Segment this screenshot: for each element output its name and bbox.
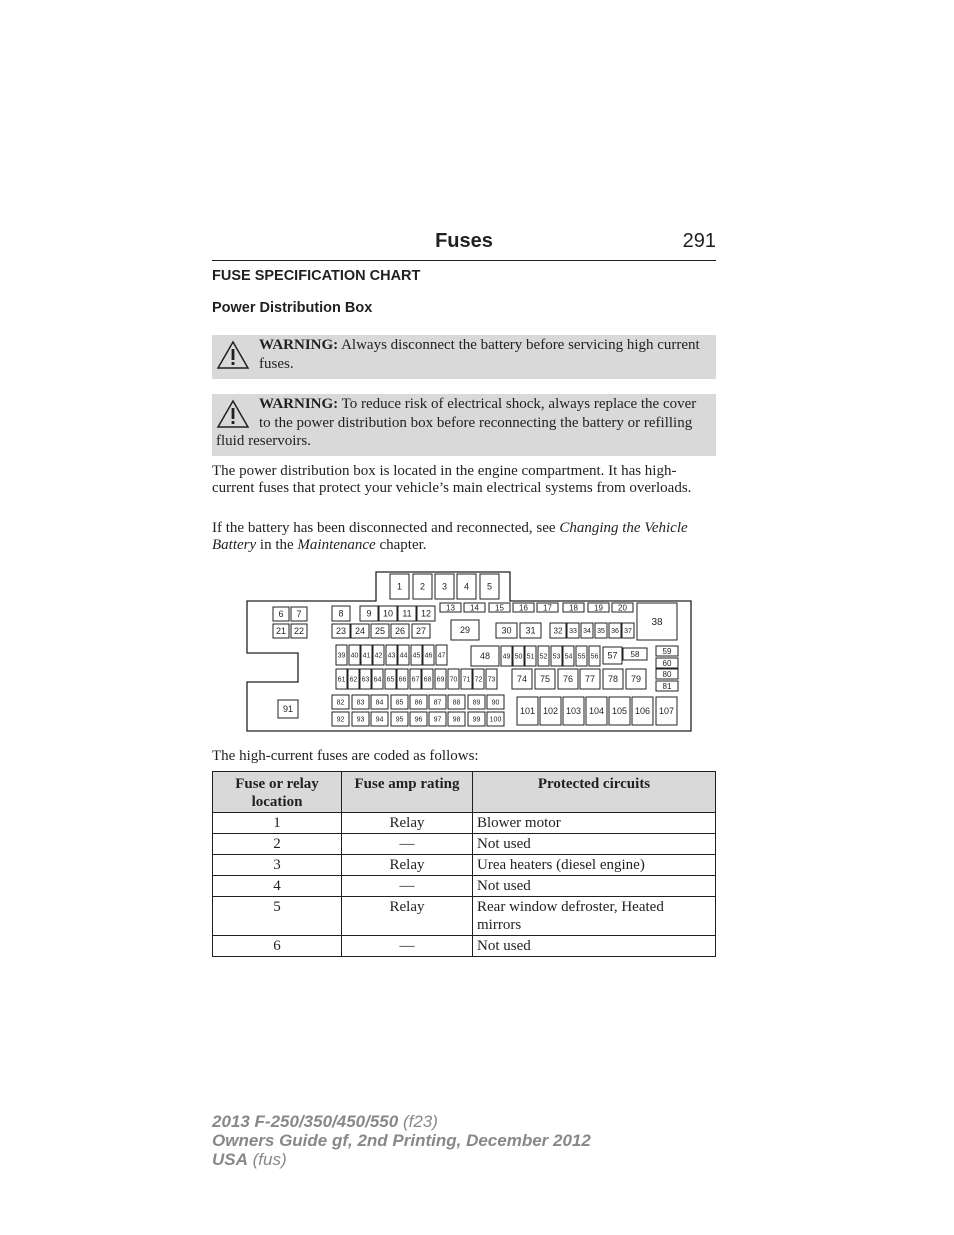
fuse-box [489,603,510,612]
fuse-box [563,646,574,666]
fuse-label: 88 [452,699,461,707]
fuse-label: 38 [651,617,663,629]
fuse-label: 4 [463,581,470,592]
fuse-box [360,606,378,621]
fuse-box [371,695,388,709]
fuse-box [348,669,359,689]
fuse-label: 5 [486,581,493,592]
fuse-label: 55 [577,653,586,661]
fuse-box [586,697,607,725]
column-header: Protected circuits [473,772,716,813]
fuse-label: 25 [374,626,386,637]
battery-paragraph: If the battery has been disconnected and reconnected, see Changing the Vehicle Battery in the Maintenance chapter. [212,520,688,553]
subheading: Power Distribution Box [212,300,373,316]
fuse-box [332,624,350,638]
fuse-box [411,645,422,665]
fuse-box [332,712,349,726]
fuse-box [391,712,408,726]
fuse-box [391,695,408,709]
fuse-label: 50 [514,653,523,661]
fuse-label: 106 [634,706,651,717]
fuse-label: 47 [437,652,446,660]
fuse-label: 92 [336,716,345,724]
fuse-box [550,623,566,638]
fuse-box [390,574,409,599]
fuse-label: 89 [472,699,481,707]
fuse-box [410,712,427,726]
fuse-label: 59 [662,646,672,656]
warning-box-1 [212,335,716,379]
fuse-spec-table [212,771,716,957]
warning-icon [216,340,250,370]
fuse-label: 16 [519,603,528,613]
fuse-box [468,695,485,709]
fuse-label: 98 [452,716,461,724]
fuse-label: 13 [446,603,455,613]
fuse-box [487,712,504,726]
fuse-box [513,646,524,666]
fuse-box [291,607,307,621]
table-header-row [213,772,716,813]
fuse-box [551,646,562,666]
fuse-box [398,645,409,665]
fuse-box [371,624,389,638]
fuse-label: 107 [658,706,675,717]
fuse-label: 66 [398,676,407,684]
fuse-label: 34 [583,628,591,636]
warning-label: WARNING: [259,337,339,353]
fuse-label: 53 [552,653,561,661]
fuse-box [496,623,517,638]
page-header [212,230,716,261]
fuse-box [563,697,584,725]
fuse-box [656,697,677,725]
fuse-label: 68 [423,676,432,684]
fuse-label: 72 [474,676,483,684]
fuse-label: 17 [543,603,552,613]
fuse-box [567,623,579,638]
fuse-label: 97 [433,716,442,724]
location-paragraph: The power distribution box is located in the engine compartment. It has high-current fuses that protect your vehicle’s main electrical systems from overloads. [212,463,692,496]
page-footer: 2013 F-250/350/450/550 (f23) Owners Guide gf, 2nd Printing, December 2012 USA (fus) [212,1112,591,1169]
fuse-box [273,624,289,638]
fuse-label: 31 [525,625,536,636]
table-row: 4 — Not used [213,876,716,897]
fuse-box [417,606,435,621]
table-row: 1 Relay Blower motor [213,813,716,834]
fuse-box [278,700,298,718]
fuse-box [581,623,593,638]
fuse-label: 45 [412,652,421,660]
fuse-box [471,646,499,666]
fuse-label: 103 [565,706,582,717]
fuse-label: 46 [424,652,433,660]
fuse-label: 73 [487,676,496,684]
fuse-label: 2 [419,581,426,592]
fuse-box [486,669,497,689]
fuse-label: 8 [338,608,344,619]
fuse-label: 52 [539,653,548,661]
fuse-box [336,669,347,689]
fuse-box [609,623,621,638]
fuse-box [468,712,485,726]
fuse-box [637,603,677,640]
fuse-label: 94 [375,716,384,724]
fuse-label: 91 [282,704,294,715]
fuse-box [589,646,600,666]
fuse-label: 37 [624,628,632,636]
fuse-label: 49 [502,653,511,661]
column-header: Fuse or relay location [213,772,342,813]
fuse-label: 36 [611,628,619,636]
fuse-label: 80 [662,669,672,679]
table-row: 6 — Not used [213,936,716,957]
fuse-box [512,669,532,689]
fuse-label: 43 [387,652,396,660]
fuse-box [398,606,416,621]
fuse-label: 95 [395,716,404,724]
fuse-box [448,695,465,709]
maintenance-reference: Maintenance [297,537,376,553]
fuse-label: 30 [501,625,512,636]
fuse-label: 93 [356,716,365,724]
fuse-label: 9 [366,608,372,619]
fuse-label: 11 [402,608,412,619]
fuse-box [422,669,433,689]
fuse-label: 29 [459,625,471,636]
fuse-label: 90 [491,699,500,707]
fuse-box [603,669,623,689]
fuse-box [563,603,584,612]
fuse-label: 104 [588,706,605,717]
warning-box-2 [212,394,716,456]
warning-icon [216,399,250,429]
fuse-label: 78 [607,674,619,685]
fuse-box [656,658,678,668]
fuse-box [448,669,459,689]
fuse-label: 62 [349,676,358,684]
fuse-box [371,712,388,726]
fuse-box [448,712,465,726]
coding-intro: The high-current fuses are coded as follows: [212,748,479,764]
fuse-box [461,669,472,689]
fuse-box [385,669,396,689]
column-header: Fuse amp rating [342,772,473,813]
fuse-box [373,645,384,665]
fuse-label: 22 [293,626,305,637]
fuse-box [436,645,447,665]
fuse-label: 71 [462,676,471,684]
fuse-label: 33 [569,628,577,636]
fuse-box [558,669,578,689]
fuse-box [603,647,622,664]
fuse-label: 26 [394,626,406,637]
fuse-box [480,574,499,599]
fuse-label: 74 [516,674,528,685]
fuse-label: 19 [594,603,603,613]
fuse-box [410,669,421,689]
fuse-box [473,669,484,689]
fuse-label: 44 [399,652,408,660]
fuse-label: 79 [630,674,642,685]
fuse-box [464,603,485,612]
fuse-label: 96 [414,716,423,724]
fuse-label: 42 [374,652,383,660]
fuse-label: 48 [479,651,491,662]
fuse-label: 41 [362,652,371,660]
fuse-label: 6 [278,609,284,620]
fuse-box [513,603,534,612]
fuse-box [435,574,454,599]
fuse-label: 57 [607,650,618,661]
fuse-box [487,695,504,709]
fuse-box [352,712,369,726]
fuse-box [412,624,430,638]
fuse-box [386,645,397,665]
fuse-box [336,645,347,665]
fuse-box [435,669,446,689]
page-number: 291 [682,230,716,252]
fuse-box [612,603,633,612]
fuse-box [413,574,432,599]
fuse-label: 99 [472,716,481,724]
fuse-box [457,574,476,599]
fuse-box [291,624,307,638]
table-row: 5 Relay Rear window defroster, Heated mirrors [213,897,716,936]
battery-reference: Changing the Vehicle Battery [212,520,688,553]
fuse-label: 15 [495,603,504,613]
chart-heading: FUSE SPECIFICATION CHART [212,268,421,284]
fuse-label: 35 [597,628,605,636]
power-distribution-box-diagram [245,570,695,735]
fuse-label: 67 [411,676,420,684]
fuse-label: 101 [519,706,536,717]
fuse-box [440,603,461,612]
fuse-box [626,669,646,689]
fuse-label: 10 [382,608,394,619]
fuse-box [595,623,607,638]
fuse-box [656,681,678,691]
fuse-box [656,669,678,679]
fuse-label: 83 [356,699,365,707]
fuse-box [349,645,360,665]
fuse-label: 65 [386,676,395,684]
fuse-label: 21 [275,626,287,637]
fuse-box [273,607,289,621]
fuse-label: 60 [662,658,672,668]
fuse-box [520,623,541,638]
fuse-box [501,646,512,666]
fuse-label: 63 [361,676,370,684]
fuse-label: 87 [433,699,442,707]
fuse-box [332,695,349,709]
fuse-box [656,646,678,656]
fuse-label: 105 [611,706,628,717]
fuse-box [451,620,479,640]
fuse-label: 61 [337,676,346,684]
warning-label: WARNING: [259,396,339,412]
warning-text: To reduce risk of electrical shock, always replace the cover to the power distribution box before reconnecting the battery or refilling fluid reservoirs. [216,396,697,449]
fuse-box [429,712,446,726]
fuse-label: 75 [539,674,551,685]
fuse-box [423,645,434,665]
section-title: Fuses [435,230,493,252]
fuse-label: 14 [470,603,479,613]
fuse-label: 58 [630,649,640,659]
fuse-box [517,697,538,725]
fuse-label: 20 [618,603,627,613]
warning-text: Always disconnect the battery before servicing high current fuses. [259,337,700,372]
fuse-label: 81 [662,681,672,691]
fuse-box [538,646,549,666]
fuse-label: 64 [373,676,382,684]
fuse-label: 1 [396,581,403,592]
table-row: 2 — Not used [213,834,716,855]
fuse-box [535,669,555,689]
fuse-box [379,606,397,621]
fuse-box [332,606,350,621]
fuse-box [391,624,409,638]
fuse-label: 40 [350,652,359,660]
fuse-box [622,623,634,638]
fuse-label: 7 [296,609,302,620]
fuse-box [609,697,630,725]
fuse-label: 85 [395,699,404,707]
fuse-box [580,669,600,689]
fuse-box [397,669,408,689]
fuse-label: 12 [420,608,432,619]
fuse-label: 69 [436,676,445,684]
fuse-box [537,603,558,612]
fuse-label: 100 [489,716,502,724]
fuse-label: 3 [441,581,448,592]
fuse-label: 56 [590,653,599,661]
fuse-label: 54 [564,653,573,661]
fuse-box [410,695,427,709]
fuse-label: 23 [335,626,347,637]
fuse-label: 32 [553,626,563,636]
fuse-box [540,697,561,725]
fuse-box [429,695,446,709]
fuse-box [372,669,383,689]
fuse-label: 82 [336,699,345,707]
fuse-label: 18 [569,603,578,613]
fuse-label: 76 [562,674,574,685]
fuse-box [588,603,609,612]
fuse-label: 24 [354,626,366,637]
fuse-label: 51 [526,653,535,661]
fuse-label: 86 [414,699,423,707]
fuse-box [632,697,653,725]
fuse-label: 102 [542,706,559,717]
fuse-box [623,648,647,660]
fuse-label: 77 [584,674,596,685]
fuse-label: 27 [415,626,427,637]
fuse-box [360,669,371,689]
fuse-label: 84 [375,699,384,707]
table-row: 3 Relay Urea heaters (diesel engine) [213,855,716,876]
fuse-box [576,646,587,666]
fuse-box [361,645,372,665]
fuse-box [351,624,369,638]
fuse-box [352,695,369,709]
fuse-label: 70 [449,676,458,684]
fuse-box [525,646,536,666]
fuse-label: 39 [337,652,346,660]
